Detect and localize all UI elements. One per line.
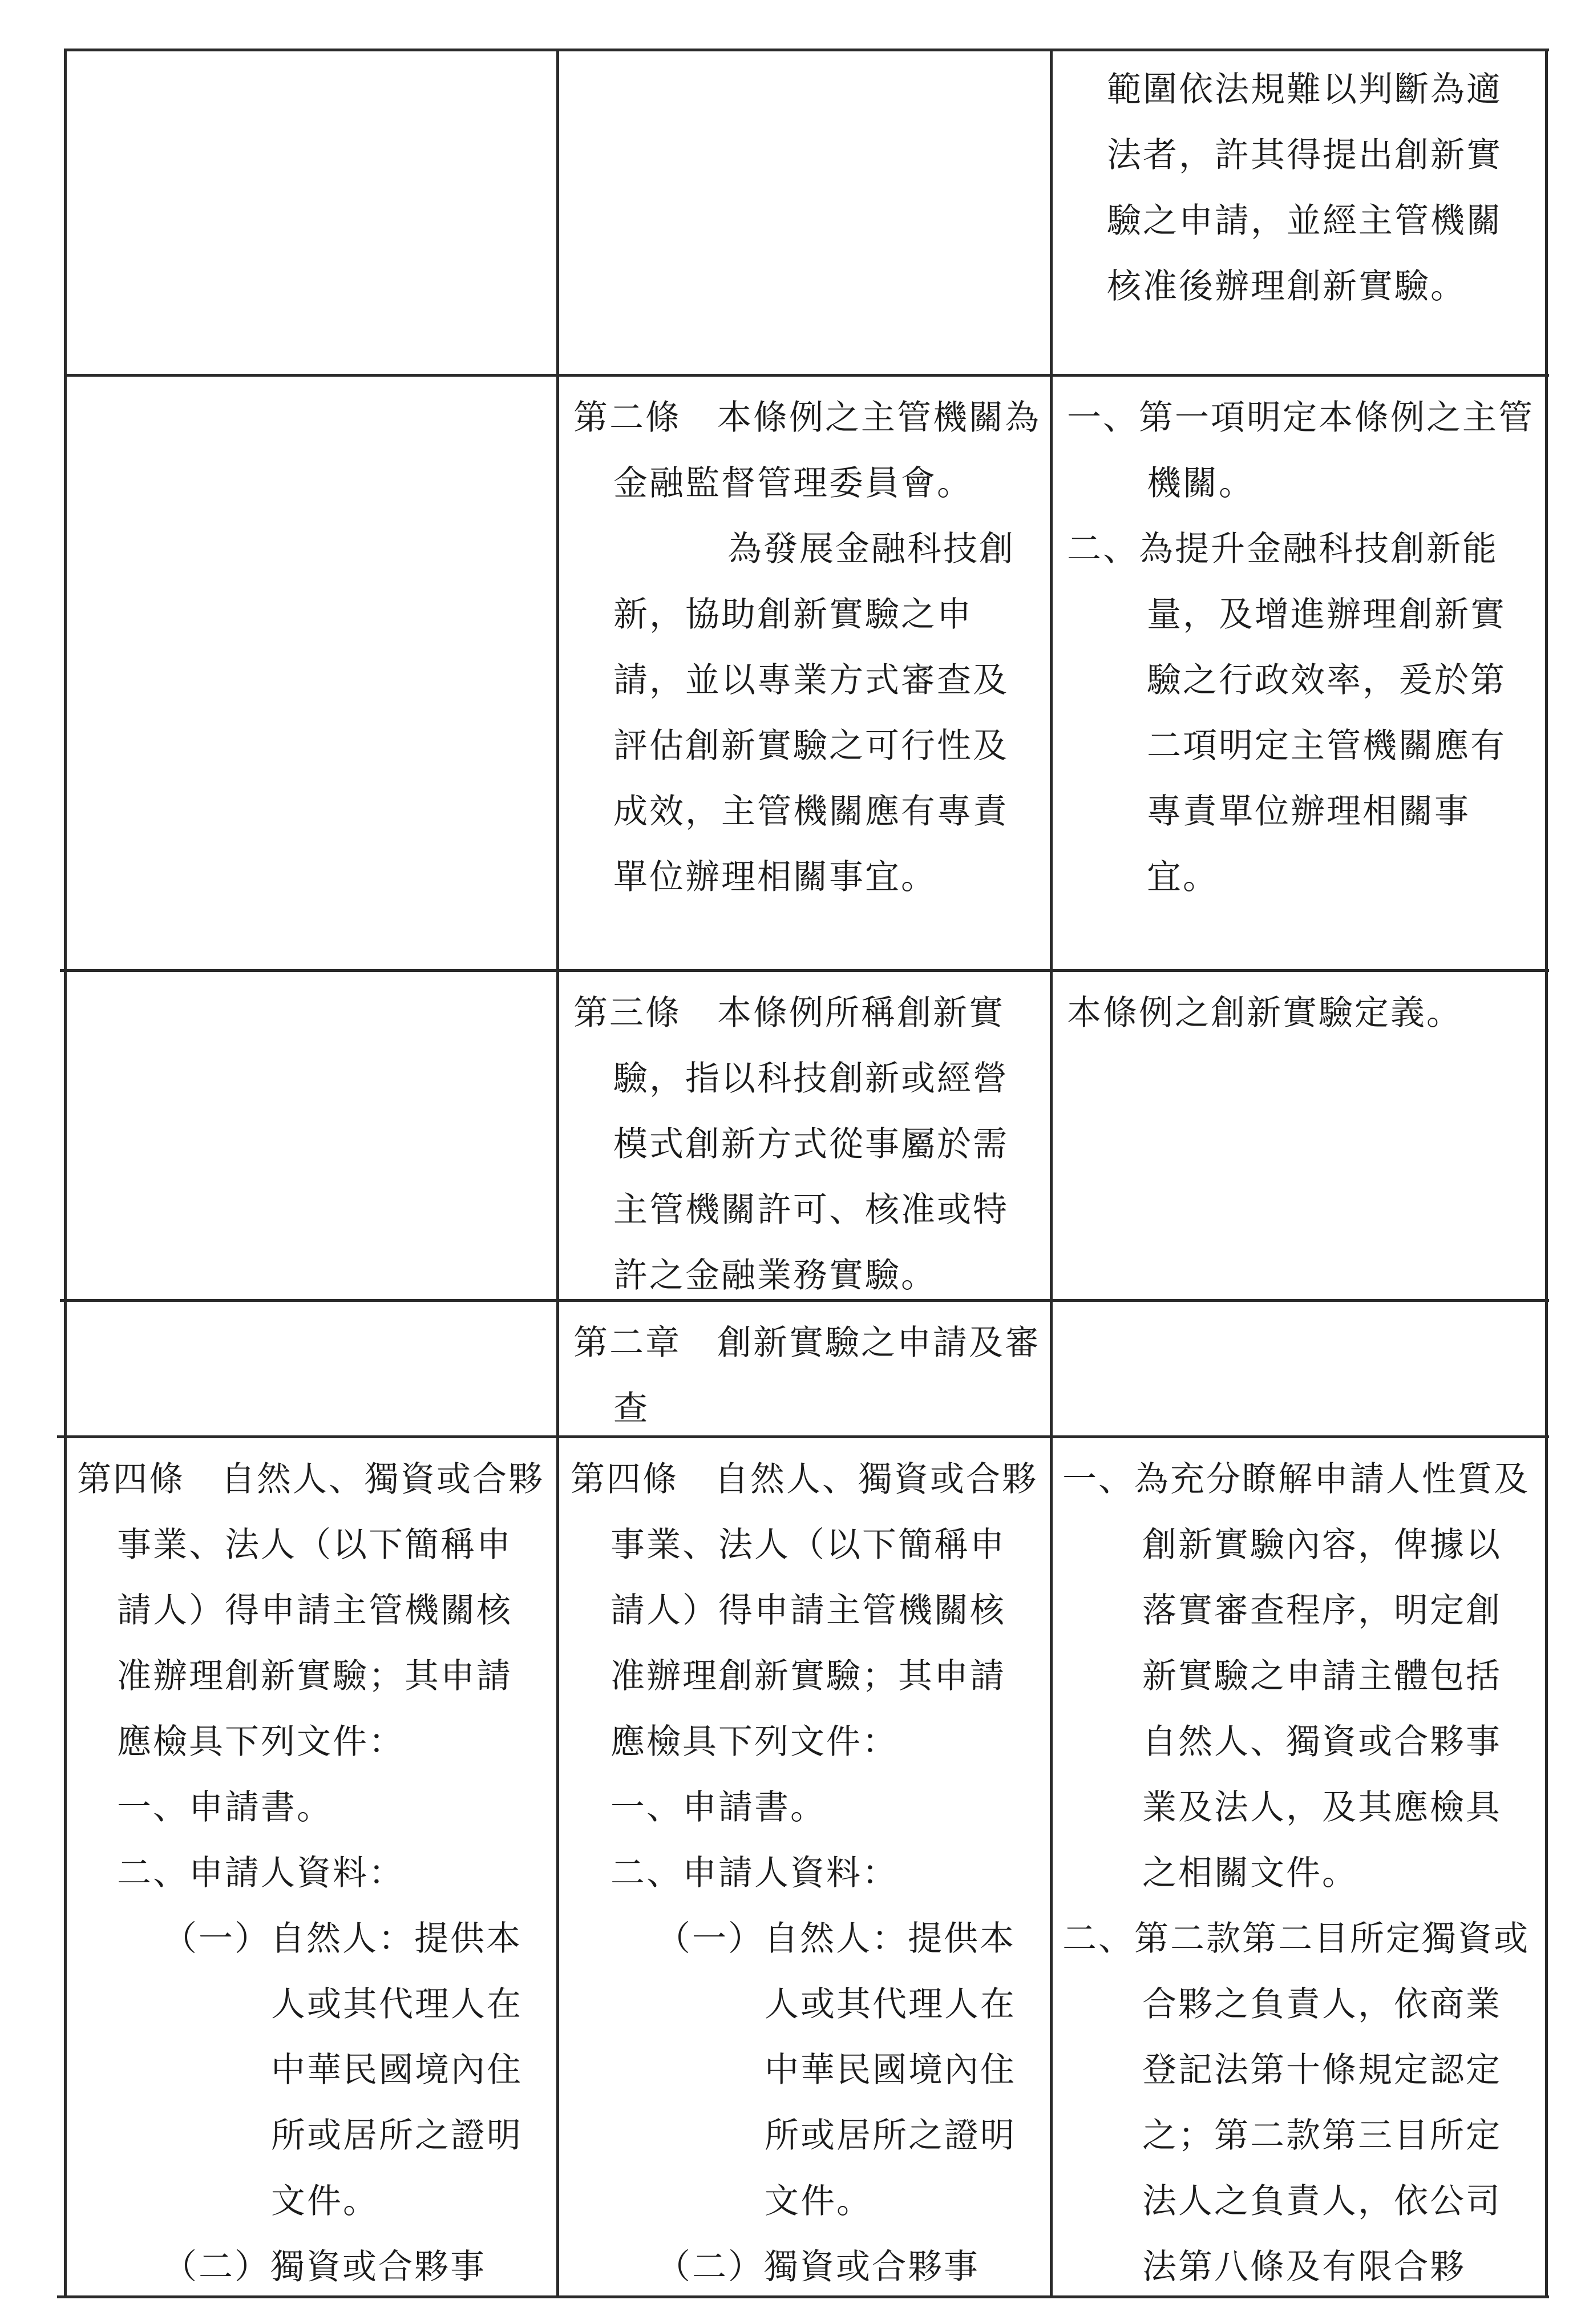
row3-draft-cell [573, 981, 1041, 1309]
column-border-2 [1050, 49, 1053, 2298]
col1-article-4-head: 第四條 自然人、獨資或合夥事業、法人（以下簡稱申請人）得申請主管機關核准辦理創新實驗；其申請應檢具下列文件： [77, 1459, 544, 1762]
row2-draft-cell [573, 385, 1041, 910]
col2-article-4-head: 第四條 自然人、獨資或合夥事業、法人（以下簡稱申請人）得申請主管機關核准辦理創新實驗；其申請應檢具下列文件： [571, 1459, 1038, 1762]
row3-explanation-text: 本條例之創新實驗定義。 [1067, 993, 1462, 1033]
row4-draft-cell [573, 1310, 1041, 1442]
row1-explanation-cell [1067, 57, 1535, 320]
col1-item-1: 一、申請書。 [117, 1788, 333, 1827]
row3-explanation-cell [1067, 981, 1535, 1046]
row5-current-cell [77, 1447, 545, 2300]
column-border-left [64, 49, 67, 2298]
row2-explanation-item-1: 一、第一項明定本條例之主管機關。 [1067, 398, 1534, 503]
table-top-border [66, 49, 1549, 51]
column-border-right [1545, 49, 1548, 2298]
row2-explanation-cell [1067, 385, 1535, 910]
col2-subitem-1: （一）自然人：提供本人或其代理人在中華民國境內住所或居所之證明文件。 [656, 1919, 1016, 2221]
row5-draft-cell [571, 1447, 1038, 2300]
chapter-2-heading: 第二章 創新實驗之申請及審查 [573, 1323, 1041, 1429]
col1-subitem-1: （一）自然人：提供本人或其代理人在中華民國境內住所或居所之證明文件。 [163, 1919, 523, 2221]
article-2-paragraph-2: 為發展金融科技創新，協助創新實驗之申請，並以專業方式審查及評估創新實驗之可行性及成效，主管機關應有專責單位辦理相關事宜。 [613, 529, 1015, 897]
article-3-text: 第三條 本條例所稱創新實驗，指以科技創新或經營模式創新方式從事屬於需主管機關許可、核准或特許之金融業務實驗。 [573, 993, 1009, 1296]
row5-explanation-item-1: 一、為充分瞭解申請人性質及創新實驗內容，俾據以落實審查程序，明定創新實驗之申請主體包括自然人、獨資或合夥事業及法人，及其應檢具之相關文件。 [1062, 1459, 1530, 1893]
col2-item-1: 一、申請書。 [610, 1788, 826, 1827]
row-divider-1 [66, 374, 1549, 377]
row-divider-2 [60, 969, 1549, 972]
row2-explanation-item-2: 二、為提升金融科技創新能量，及增進辦理創新實驗之行政效率，爰於第二項明定主管機關應有專責單位辦理相關事宜。 [1067, 529, 1506, 897]
col2-subitem-2: （二）獨資或合夥事 [656, 2247, 980, 2287]
col2-item-2: 二、申請人資料： [610, 1853, 898, 1893]
row5-explanation-cell [1062, 1447, 1535, 2300]
row5-explanation-item-2: 二、第二款第二目所定獨資或合夥之負責人，依商業登記法第十條規定認定之；第二款第三目所定法人之負責人，依公司法第八條及有限合夥 [1062, 1919, 1530, 2287]
article-2-paragraph-1: 第二條 本條例之主管機關為金融監督管理委員會。 [573, 398, 1041, 503]
column-border-1 [556, 49, 559, 2298]
col1-item-2: 二、申請人資料： [117, 1853, 405, 1893]
col1-subitem-2: （二）獨資或合夥事 [163, 2247, 486, 2287]
row1-explanation-text: 範圍依法規難以判斷為適法者，許其得提出創新實驗之申請，並經主管機關核准後辦理創新實驗。 [1107, 70, 1502, 306]
